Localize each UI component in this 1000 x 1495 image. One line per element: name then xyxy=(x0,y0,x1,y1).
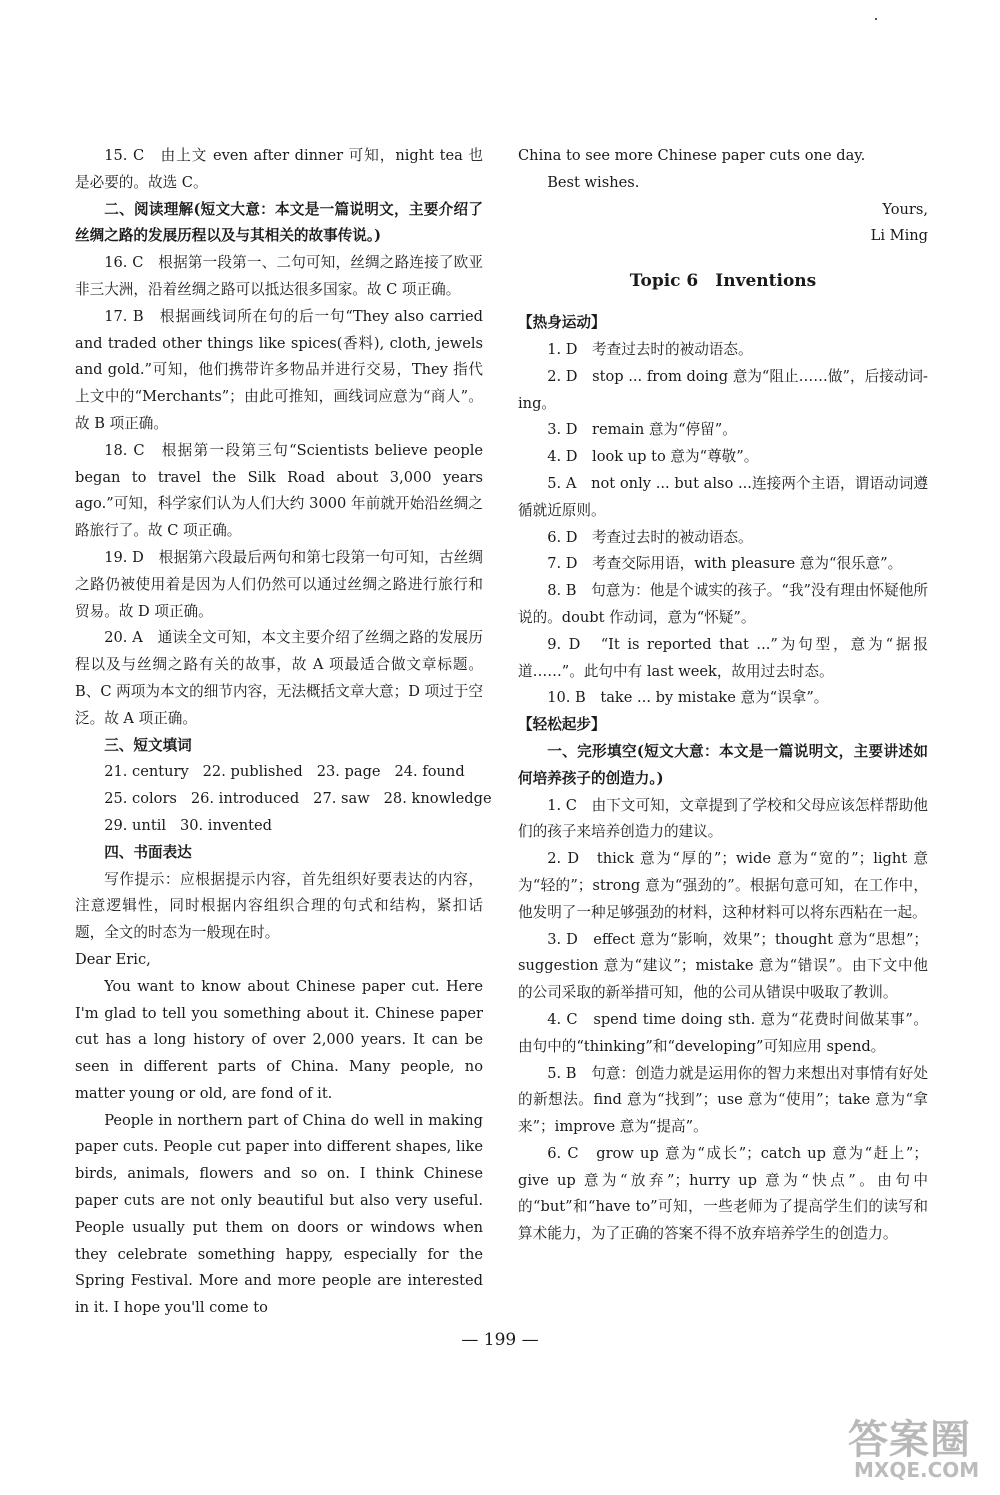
paragraph: 8. B 句意为：他是个诚实的孩子。“我”没有理由怀疑他所说的。doubt 作动词，意为“怀疑”。 xyxy=(518,582,928,626)
paragraph: 4. D look up to 意为“尊敬”。 xyxy=(547,448,759,466)
paragraph: 4. C spend time doing sth. 意为“花费时间做某事”。由句中的“thinking”和“developing”可知应用 spend。 xyxy=(518,1010,928,1055)
paragraph: Best wishes. xyxy=(547,173,640,191)
paragraph: 7. D 考查交际用语，with pleasure 意为“很乐意”。 xyxy=(547,555,903,573)
paragraph: 19. D 根据第六段最后两句和第七段第一句可知，古丝绸之路仍被使用着是因为人们仍然可以通过丝绸之路进行旅行和贸易。故 D 项正确。 xyxy=(75,548,483,620)
paragraph: 一、完形填空(短文大意：本文是一篇说明文，主要讲述如何培养孩子的创造力。) xyxy=(518,742,928,787)
paragraph: 6. D 考查过去时的被动语态。 xyxy=(547,528,753,546)
paragraph: Yours, xyxy=(882,200,928,218)
paragraph: 29. until 30. invented xyxy=(104,816,272,834)
paragraph: 5. A not only ... but also ...连接两个主语，谓语动词遵循就近原则。 xyxy=(518,474,928,519)
paragraph: You want to know about Chinese paper cut. Here I'm glad to tell you something about it. Chinese paper cut has a long history of over 2,000 years. It can be seen in different parts of China. Many people, no matter young or old, are fond of it. xyxy=(75,977,483,1102)
paragraph: 【轻松起步】 xyxy=(518,716,606,734)
answer-explanations xyxy=(518,310,928,1248)
paragraph: 17. B 根据画线词所在句的后一句“They also carried and traded other things like spices(香料), cloth, jewels and gold.”可知，他们携带许多物品并进行交易，They 指代上文中的“Merchants”；由此可推知，画线词应意为“商人”。故 B 项正确。 xyxy=(75,307,483,432)
paragraph: 3. D effect 意为“影响，效果”；thought 意为“思想”；suggestion 意为“建议”；mistake 意为“错误”。由下文中他的公司采取的新举措可知，他的公司从错误中吸取了教训。 xyxy=(518,930,928,1002)
paragraph: 16. C 根据第一段第一、二句可知，丝绸之路连接了欧亚非三大洲，沿着丝绸之路可以抵达很多国家。故 C 项正确。 xyxy=(75,254,483,298)
paragraph: 25. colors 26. introduced 27. saw 28. knowledge xyxy=(104,790,492,808)
paragraph: Li Ming xyxy=(870,227,928,245)
watermark-url: MXQE.COM xyxy=(854,1458,980,1482)
paragraph: 写作提示：应根据提示内容，首先组织好要表达的内容，注意逻辑性，同时根据内容组织合理的句式和结构，紧扣话题，全文的时态为一般现在时。 xyxy=(75,870,483,942)
page-number: — 199 — xyxy=(461,1330,539,1350)
paragraph: 3. D remain 意为“停留”。 xyxy=(547,421,737,439)
paragraph: 18. C 根据第一段第三句“Scientists believe people began to travel the Silk Road about 3,000 years ago.”可知，科学家们认为人们大约 3000 年前就开始沿丝绸之路旅行了。故 C 项正确。 xyxy=(75,441,483,540)
topic-title: Topic 6 Inventions xyxy=(629,271,817,292)
paragraph: China to see more Chinese paper cuts one day. xyxy=(518,147,866,164)
paragraph: 1. D 考查过去时的被动语态。 xyxy=(547,340,753,358)
paragraph: 15. C 由上文 even after dinner 可知，night tea 也是必要的。故选 C。 xyxy=(75,147,483,191)
paragraph: 21. century 22. published 23. page 24. found xyxy=(104,763,465,781)
paragraph: 5. B 句意：创造力就是运用你的智力来想出对事情有好处的新想法。find 意为“找到”；use 意为“使用”；take 意为“拿来”；improve 意为“提高”。 xyxy=(518,1064,928,1136)
paragraph: 6. C grow up 意为“成长”；catch up 意为“赶上”；give up 意为“放弃”；hurry up 意为“快点”。由句中的“but”和“have to”可知，一些老师为了提高学生们的读写和算术能力，为了正确的答案不得不放弃培养学生的创造力。 xyxy=(518,1144,928,1243)
paragraph: 二、阅读理解(短文大意：本文是一篇说明文，主要介绍了丝绸之路的发展历程以及与其相关的故事传说。) xyxy=(75,200,483,245)
paragraph: 10. B take ... by mistake 意为“误拿”。 xyxy=(547,689,829,707)
right-column xyxy=(518,143,928,1248)
letter-closing xyxy=(518,143,928,250)
paragraph: 20. A 通读全文可知，本文主要介绍了丝绸之路的发展历程以及与丝绸之路有关的故事，故 A 项最适合做文章标题。B、C 两项为本文的细节内容，无法概括文章大意；D 项过于空泛。故 A 项正确。 xyxy=(75,629,483,727)
paragraph: 2. D thick 意为“厚的”；wide 意为“宽的”；light 意为“轻的”；strong 意为“强劲的”。根据句意可知，在工作中，他发明了一种足够强劲的材料，这种材料可以将东西粘在一起。 xyxy=(518,850,928,921)
watermark-logo xyxy=(848,1400,993,1488)
paragraph: People in northern part of China do well in making paper cuts. People cut paper into different shapes, like birds, animals, flowers and so on. I think Chinese paper cuts are not only beautiful but also very useful. People usually put them on doors or windows when they celebrate something happy, especially for the Spring Festival. More and more people are interested in it. I hope you'll come to xyxy=(75,1111,483,1317)
paragraph: 9. D “It is reported that ...”为句型，意为“据报道……”。此句中有 last week，故用过去时态。 xyxy=(518,635,928,680)
paragraph: 【热身运动】 xyxy=(518,314,606,332)
paragraph: 2. D stop ... from doing 意为“阻止……做”，后接动词-ing。 xyxy=(518,367,928,412)
watermark-text: 答案圈 xyxy=(848,1417,971,1463)
scan-speck xyxy=(875,18,877,20)
paragraph: 三、短文填词 xyxy=(104,736,192,754)
paragraph: 1. C 由下文可知，文章提到了学校和父母应该怎样帮助他们的孩子来培养创造力的建议。 xyxy=(518,796,928,841)
paragraph: Dear Eric, xyxy=(75,950,151,968)
paragraph: 四、书面表达 xyxy=(104,843,192,861)
left-column xyxy=(75,143,492,1322)
